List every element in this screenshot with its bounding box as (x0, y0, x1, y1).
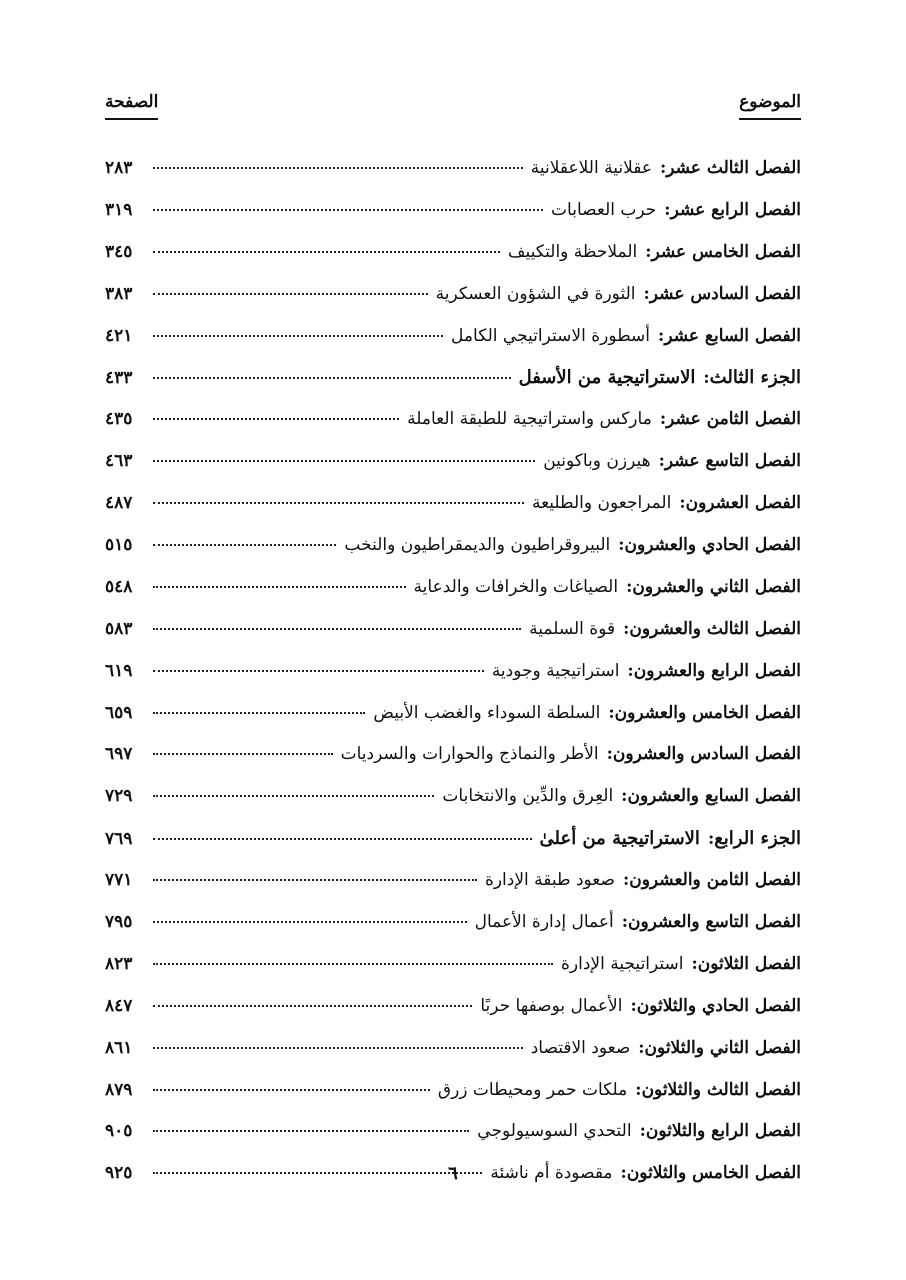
entry-separator: : (621, 912, 628, 933)
toc-entry[interactable] (105, 483, 801, 525)
toc-entry[interactable] (105, 944, 801, 986)
entry-label: الفصل الخامس والثلاثون (626, 1163, 801, 1184)
dot-leader (153, 753, 333, 755)
entry-title: أسطورة الاستراتيجي الكامل (451, 325, 651, 346)
toc-header (105, 92, 801, 128)
entry-title: عقلانية اللاعقلانية (530, 158, 652, 178)
entry-label: الفصل السابع عشر (664, 325, 801, 346)
entry-label: الفصل الثاني والعشرون (632, 576, 801, 597)
entry-label: الفصل السادس عشر (649, 283, 801, 304)
part-title: الاستراتيجية من أعلىٰ (539, 828, 700, 850)
part-label: الجزء الثالث (709, 367, 801, 389)
dot-leader (153, 1047, 523, 1049)
entry-title: هيرزن وباكونين (543, 451, 651, 472)
entry-page: ٩٠٥ (105, 1121, 133, 1142)
entry-page: ٦١٩ (105, 660, 133, 681)
entry-separator: : (626, 576, 633, 597)
entry-title: قوة السلمية (529, 618, 616, 639)
toc-entry[interactable] (105, 734, 801, 776)
toc-entry[interactable] (105, 902, 801, 944)
dot-leader (153, 795, 434, 797)
toc-part-entry[interactable] (105, 357, 801, 399)
entry-page: ٤٢١ (105, 325, 133, 346)
toc-entry[interactable] (105, 274, 801, 316)
entry-page: ٦٩٧ (105, 744, 133, 765)
entry-title: التحدي السوسيولوجي (477, 1121, 632, 1142)
toc-entry[interactable] (105, 399, 801, 441)
entry-page: ٨٦١ (105, 1037, 133, 1058)
dot-leader (153, 209, 543, 211)
entry-title: المراجعون والطليعة (531, 493, 672, 514)
entry-page: ٨٧٩ (105, 1079, 133, 1100)
entry-page: ٥٤٨ (105, 576, 133, 597)
entry-separator: : (703, 368, 710, 389)
entry-separator: : (679, 493, 686, 514)
entry-label: الفصل الرابع والثلاثون (645, 1121, 801, 1142)
entry-label: الفصل الحادي والثلاثون (636, 995, 801, 1016)
entry-page: ٨٢٣ (105, 953, 133, 974)
entry-page: ٧٢٩ (105, 786, 133, 807)
toc-entry[interactable] (105, 986, 801, 1028)
entry-separator: : (630, 995, 637, 1016)
entry-page: ٨٤٧ (105, 995, 133, 1016)
entry-label: الفصل السادس والعشرون (612, 744, 801, 765)
entry-label: الفصل الثاني والثلاثون (644, 1037, 801, 1058)
dot-leader (153, 1130, 469, 1132)
entry-title: الملاحظة والتكييف (507, 241, 638, 262)
entry-page: ٤٣٣ (105, 368, 133, 389)
entry-page: ٤٦٣ (105, 451, 133, 472)
dot-leader (153, 1005, 472, 1007)
entry-title: حرب العصابات (551, 199, 657, 220)
topic-column-heading: الموضوع (739, 92, 801, 120)
dot-leader (153, 251, 500, 253)
entry-separator: : (658, 451, 665, 472)
entry-label: الفصل العشرون (685, 493, 801, 514)
entry-separator: : (658, 325, 665, 346)
entry-label: الفصل الثامن والعشرون (629, 870, 801, 891)
dot-leader (153, 712, 365, 714)
entry-separator: : (620, 1163, 627, 1184)
entry-title: العِرق والدِّين والانتخابات (442, 786, 614, 807)
toc-entry[interactable] (105, 1111, 801, 1153)
entry-page: ٧٩٥ (105, 912, 133, 933)
toc-entry[interactable] (105, 651, 801, 693)
entry-separator: : (638, 1037, 645, 1058)
toc-entry[interactable] (105, 316, 801, 358)
toc-entry[interactable] (105, 148, 801, 190)
entry-separator: : (659, 158, 667, 178)
dot-leader (153, 921, 467, 923)
entry-page: ٧٧١ (105, 870, 133, 891)
dot-leader (153, 838, 532, 840)
entry-label: الفصل التاسع والعشرون (627, 912, 801, 933)
entry-title: الصياغات والخرافات والدعاية (413, 576, 619, 597)
entry-title: استراتيجية الإدارة (560, 953, 684, 974)
toc-part-entry[interactable] (105, 818, 801, 860)
entry-title: استراتيجية وجودية (491, 660, 620, 681)
entry-label: الفصل الثالث عشر (666, 158, 801, 178)
entry-page: ٦٥٩ (105, 702, 133, 723)
entry-separator: : (623, 618, 630, 639)
dot-leader (153, 460, 535, 462)
entry-separator: : (707, 829, 715, 850)
toc-entry[interactable] (105, 567, 801, 609)
toc-entry[interactable] (105, 441, 801, 483)
toc-entry[interactable] (105, 860, 801, 902)
part-title: الاستراتيجية من الأسفل (518, 367, 696, 389)
toc-entry[interactable] (105, 1070, 801, 1112)
entry-separator: : (645, 241, 652, 262)
entry-label: الفصل السابع والعشرون (627, 786, 801, 807)
entry-separator: : (659, 409, 667, 430)
dot-leader (153, 586, 406, 588)
dot-leader (153, 293, 428, 295)
entry-separator: : (622, 870, 630, 891)
dot-leader (153, 879, 477, 881)
entry-separator: : (643, 283, 650, 304)
page-column-heading: الصفحة (105, 92, 158, 120)
entry-label: الفصل الحادي والعشرون (624, 535, 801, 556)
toc-entry[interactable] (105, 1028, 801, 1070)
dot-leader (153, 502, 524, 504)
toc-entry[interactable] (105, 776, 801, 818)
entry-title: ملكات حمر ومحيطات زرق (437, 1079, 628, 1100)
entry-title: الثورة في الشؤون العسكرية (435, 283, 636, 304)
entry-label: الفصل الثالث والثلاثون (641, 1079, 801, 1100)
entry-page: ٥١٥ (105, 535, 133, 556)
entry-label: الفصل الثامن عشر (666, 409, 801, 430)
entry-separator: : (627, 660, 634, 681)
dot-leader (153, 963, 553, 965)
entry-title: أعمال إدارة الأعمال (474, 912, 614, 933)
entry-separator: : (639, 1121, 646, 1142)
toc-entry[interactable] (105, 525, 801, 567)
toc-entry[interactable] (105, 609, 801, 651)
entry-separator: : (664, 199, 671, 220)
entry-title: البيروقراطيون والديمقراطيون والنخب (344, 535, 611, 556)
toc-entry[interactable] (105, 693, 801, 735)
dot-leader (153, 1089, 430, 1091)
entry-label: الفصل الخامس عشر (651, 241, 801, 262)
entry-separator: : (635, 1079, 642, 1100)
entry-title: ماركس واستراتيجية للطبقة العاملة (407, 409, 652, 430)
toc-entry[interactable] (105, 190, 801, 232)
dot-leader (153, 418, 399, 420)
entry-page: ٣٨٣ (105, 283, 133, 304)
entry-separator: : (606, 744, 613, 765)
page-number: ٦ (448, 1163, 458, 1184)
dot-leader (153, 628, 521, 630)
dot-leader (153, 544, 336, 546)
entry-separator: : (621, 786, 628, 807)
entry-page: ٣٤٥ (105, 241, 133, 262)
entry-title: صعود الاقتصاد (530, 1037, 631, 1058)
entry-label: الفصل الثلاثون (697, 953, 801, 974)
dot-leader (153, 670, 484, 672)
part-label: الجزء الرابع (714, 828, 801, 850)
toc-list (105, 148, 801, 1195)
entry-page: ٢٨٣ (105, 158, 133, 178)
entry-title: مقصودة أم ناشئة (490, 1163, 613, 1184)
entry-title: السلطة السوداء والغضب الأبيض (373, 702, 601, 723)
toc-entry[interactable] (105, 232, 801, 274)
entry-label: الفصل الرابع والعشرون (633, 660, 801, 681)
entry-label: الفصل التاسع عشر (664, 451, 801, 472)
entry-page: ٣١٩ (105, 199, 133, 220)
entry-separator: : (691, 953, 698, 974)
dot-leader (153, 167, 523, 169)
entry-label: الفصل الثالث والعشرون (629, 618, 801, 639)
entry-page: ٧٦٩ (105, 829, 133, 850)
entry-page: ٤٣٥ (105, 409, 133, 430)
entry-title: صعود طبقة الإدارة (484, 870, 615, 891)
entry-separator: : (618, 535, 625, 556)
entry-page: ٩٢٥ (105, 1163, 133, 1184)
entry-separator: : (608, 702, 615, 723)
entry-page: ٥٨٣ (105, 618, 133, 639)
dot-leader (153, 335, 443, 337)
entry-title: الأطر والنماذج والحوارات والسرديات (340, 744, 599, 765)
entry-label: الفصل الخامس والعشرون (614, 702, 801, 723)
dot-leader (153, 377, 511, 379)
entry-label: الفصل الرابع عشر (670, 199, 801, 220)
entry-title: الأعمال بوصفها حربًا (480, 995, 623, 1016)
entry-page: ٤٨٧ (105, 493, 133, 514)
